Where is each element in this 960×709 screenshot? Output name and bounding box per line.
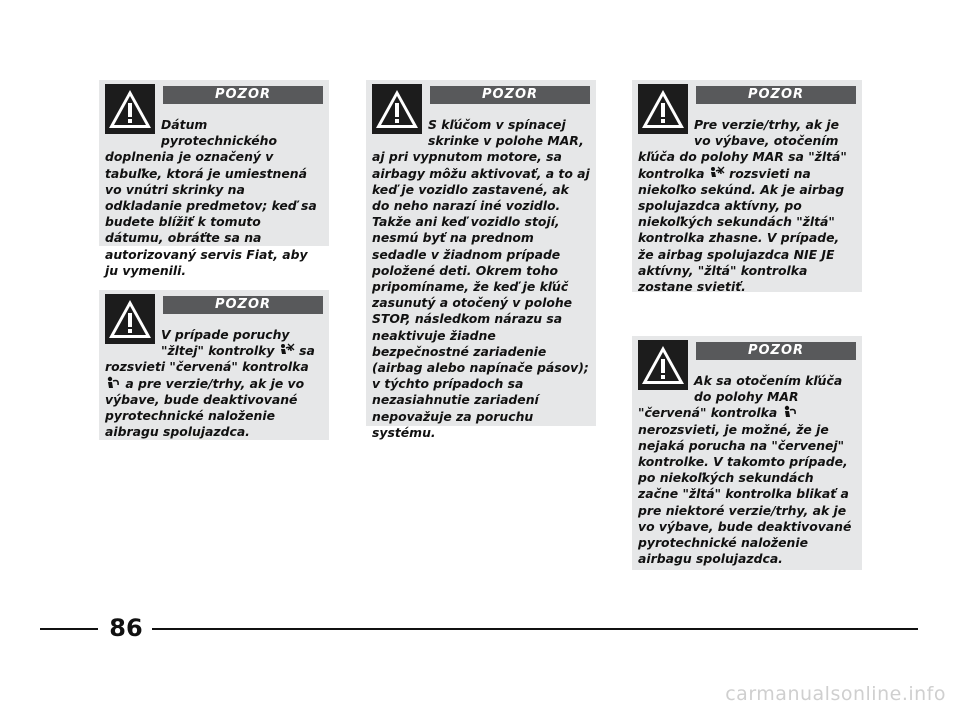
warning-title: POZOR <box>696 342 856 360</box>
icon-spacer <box>638 373 694 403</box>
footer-rule-right <box>152 628 918 630</box>
warning-text-content: S kľúčom v spínacej skrinke v polohe MAR, aj pri vypnutom motore, sa airbagy môžu aktivovať, a to aj keď je vozidlo zastavené, ak do neho narazí iné vozidlo. Takže ani keď vozidlo stojí, nesmú byť na prednom sedadle v žiadnom prípade položené deti. Okrem toho pripomíname, že keď je kľúč zasunutý a otočený v polohe STOP, následkom nárazu sa neaktivuje žiadne bezpečnostné zariadenie (airbag alebo napínače pásov); v týchto prípadoch sa nezasiahnutie zariadení nepovažuje za poruchu systému. <box>372 117 590 440</box>
warning-text <box>105 326 323 440</box>
warning-text-part-2: sa rozsvieti "červená" kontrolka <box>105 343 315 375</box>
airbag-icon <box>105 376 121 389</box>
icon-spacer <box>372 117 428 147</box>
warning-box-5 <box>632 336 862 570</box>
warning-text-part-1: Ak sa otočením kľúča do polohy MAR "červená" kontrolka <box>638 373 843 421</box>
airbag-icon <box>782 405 798 418</box>
warning-text-part-2: nerozsvieti, je možné, že je nejaká porucha na "červenej" kontrolke. V takomto prípade, po niekoľkých sekundách začne "žltá" kontrolka blikať a pre niektoré verzie/trhy, ak je vo výbave, bude deaktivované pyrotechnické naloženie airbagu spolujazdca. <box>638 421 852 567</box>
airbag-off-icon <box>709 166 725 179</box>
warning-box-1 <box>99 80 329 278</box>
warning-text <box>638 116 856 295</box>
warning-text-part-1: Pre verzie/trhy, ak je vo výbave, otočením kľúča do polohy MAR sa "žltá" kontrolka <box>638 117 847 181</box>
warning-title: POZOR <box>163 296 323 314</box>
warning-text-content: Dátum pyrotechnického doplnenia je označený v tabuľke, ktorá je umiestnená vo vnútri skrinky na odkladanie predmetov; keď sa budete blížiť k tomuto dátumu, obráťte sa na autorizovaný servis Fiat, aby ju vymenili. <box>105 117 317 278</box>
warning-text <box>372 116 590 441</box>
watermark: carmanualsonline.info <box>725 683 946 705</box>
icon-spacer <box>105 117 161 147</box>
warning-title: POZOR <box>696 86 856 104</box>
warning-text-part-3: a pre verzie/trhy, ak je vo výbave, bude deaktivované pyrotechnické naloženie aibragu spolujazdca. <box>105 375 305 440</box>
airbag-off-icon <box>279 343 295 356</box>
icon-spacer <box>638 117 694 147</box>
warning-title: POZOR <box>163 86 323 104</box>
warning-box-2 <box>99 290 329 440</box>
warning-box-4 <box>632 80 862 295</box>
warning-text-part-1: V prípade poruchy "žltej" kontrolky <box>161 327 290 359</box>
page-number: 86 <box>109 614 143 642</box>
icon-spacer <box>105 327 161 357</box>
warning-text <box>638 372 856 567</box>
warning-title: POZOR <box>430 86 590 104</box>
warning-text-part-2: rozsvieti na niekoľko sekúnd. Ak je airbag spolujazdca aktívny, po niekoľkých sekundách "žltá" kontrolka zhasne. V prípade, že airbag spolujazdca NIE JE aktívny, "žltá" kontrolka zostane svietiť. <box>638 165 845 295</box>
warning-text <box>105 116 323 279</box>
footer-rule-left <box>40 628 98 630</box>
warning-box-3 <box>366 80 596 440</box>
